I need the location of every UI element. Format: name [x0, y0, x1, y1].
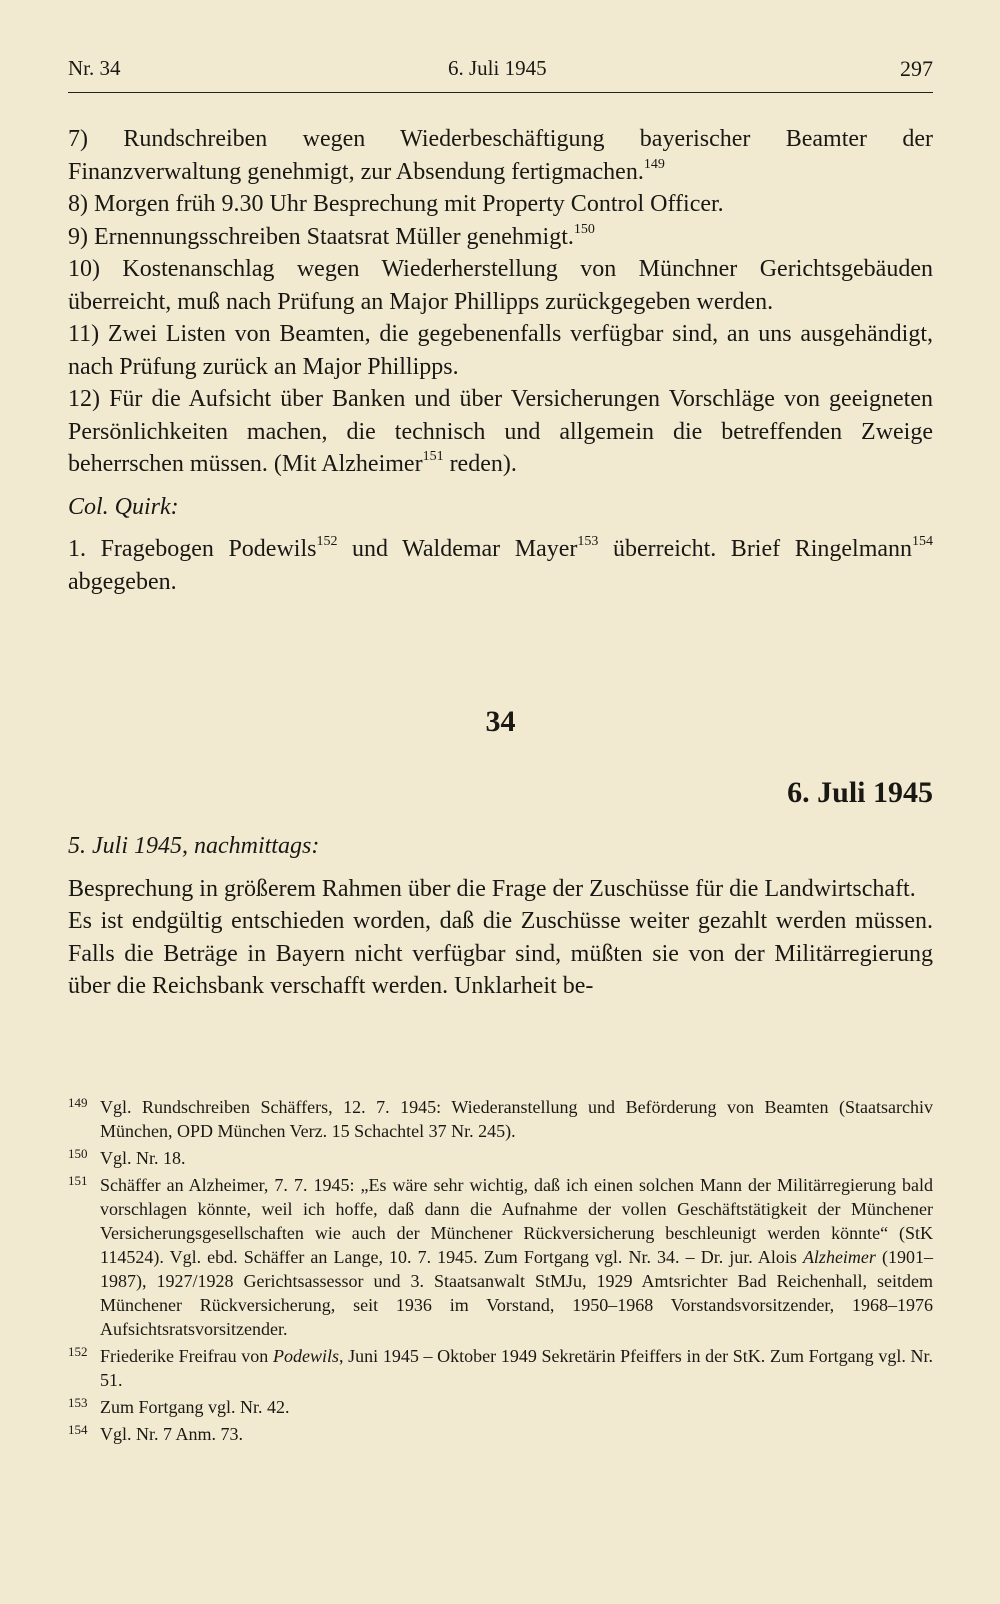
header-doc-number: Nr. 34 [68, 56, 121, 80]
footnote-number: 153 [68, 1395, 88, 1410]
footnote-number: 151 [68, 1173, 88, 1188]
header-date: 6. Juli 1945 [448, 56, 547, 80]
document-number: 34 [485, 705, 516, 738]
footnote-ref: 153 [577, 534, 599, 549]
book-page [68, 0, 933, 1604]
paragraph-2: Es ist endgültig entschieden worden, daß die Zuschüsse weiter gezahlt werden müssen. Falls die Beträge in Bayern nicht verfügbar sind, müßten sie von der Militärregierung über die Reichsbank verschafft werden. Unklarheit be- [68, 908, 933, 999]
footnote: 153 Zum Fortgang vgl. Nr. 42. [68, 1395, 290, 1417]
section-heading: 5. Juli 1945, nachmittags: [68, 833, 320, 859]
item-9: 9) Ernennungsschreiben Staatsrat Müller genehmigt.$^{150}$ [68, 221, 595, 250]
footnote-ref: 154 [912, 534, 934, 549]
item-7: 7) Rundschreiben wegen Wiederbeschäftigung bayerischer Beamter der Finanzverwaltung genehmigt, zur Absendung fertigmachen.$^{149}$ [68, 126, 933, 185]
footnote: 149 Vgl. Rundschreiben Schäffers, 12. 7. 1945: Wiederanstellung und Beförderung von Beamten (Staatsarchiv München, OPD München Verz. 15 Schachtel 37 Nr. 245). [68, 1095, 933, 1141]
footnote-number: 152 [68, 1344, 88, 1359]
paragraph-1: Besprechung in größerem Rahmen über die Frage der Zuschüsse für die Landwirtschaft. [68, 875, 916, 902]
footnote-ref: 152 [316, 534, 338, 549]
item-8: 8) Morgen früh 9.30 Uhr Besprechung mit Property Control Officer. [68, 191, 724, 217]
running-header [68, 56, 933, 93]
footnote-number: 150 [68, 1146, 88, 1161]
footnote: 152 Friederike Freifrau von Podewils, Juni 1945 – Oktober 1949 Sekretärin Pfeiffers in der StK. Zum Fortgang vgl. Nr. 51. [68, 1344, 933, 1390]
main-text-top [68, 123, 933, 598]
footnote-ref: 149 [643, 156, 665, 172]
item-10: 10) Kostenanschlag wegen Wiederherstellung von Münchner Gerichtsgebäuden überreicht, muß nach Prüfung an Major Phillipps zurückgegeben werden. [68, 256, 933, 315]
item-12: 12) Für die Aufsicht über Banken und über Versicherungen Vorschläge von geeigneten Persönlichkeiten machen, die technisch und allgemein die betreffenden Zweige beherrschen müssen. (Mit Alzheimer$^{151}$ reden). [68, 386, 933, 477]
footnote-number: 154 [68, 1422, 88, 1437]
footnote: 150 Vgl. Nr. 18. [68, 1146, 186, 1168]
footnote-ref: 150 [573, 221, 595, 237]
item-11: 11) Zwei Listen von Beamten, die gegebenenfalls verfügbar sind, an uns ausgehändigt, nach Prüfung zurück an Major Phillipps. [68, 321, 933, 380]
footnote: 151 Schäffer an Alzheimer, 7. 7. 1945: „Es wäre sehr wichtig, daß ich einen solchen Mann der Militärregierung bald vorschlagen könnte, weil ich hoffe, daß dann die Aufnahme der vollen Geschäftstätigkeit der Münchener Versicherungsgesellschaften wie auch der Münchener Rückversicherung beschleunigt werden könnte“ (StK 114524). Vgl. ebd. Schäffer an Lange, 10. 7. 1945. Zum Fortgang vgl. Nr. 34. – Dr. jur. Alois Alzheimer (1901–1987), 1927/1928 Gerichtsassessor und 3. Staatsanwalt StMJu, 1929 Amtsrichter Bad Reichenhall, seitdem Münchener Rückversicherung, seit 1936 im Vorstand, 1950–1968 Vorstandsvorsitzender, 1968–1976 Aufsichtsratsvorsitzender. [68, 1173, 933, 1339]
footnotes [68, 1095, 933, 1449]
footnote-ref: 151 [422, 449, 444, 464]
page-number: 297 [900, 56, 933, 81]
footnote-number: 149 [68, 1095, 88, 1110]
main-text-document [68, 830, 933, 1003]
quirk-heading: Col. Quirk: [68, 493, 179, 520]
quirk-item-1: 1. Fragebogen Podewils$^{152}$ und Waldemar Mayer$^{153}$ überreicht. Brief Ringelmann$^{154}$ abgegeben. [68, 534, 934, 595]
document-date: 6. Juli 1945 [787, 776, 933, 809]
footnote: 154 Vgl. Nr. 7 Anm. 73. [68, 1422, 244, 1444]
